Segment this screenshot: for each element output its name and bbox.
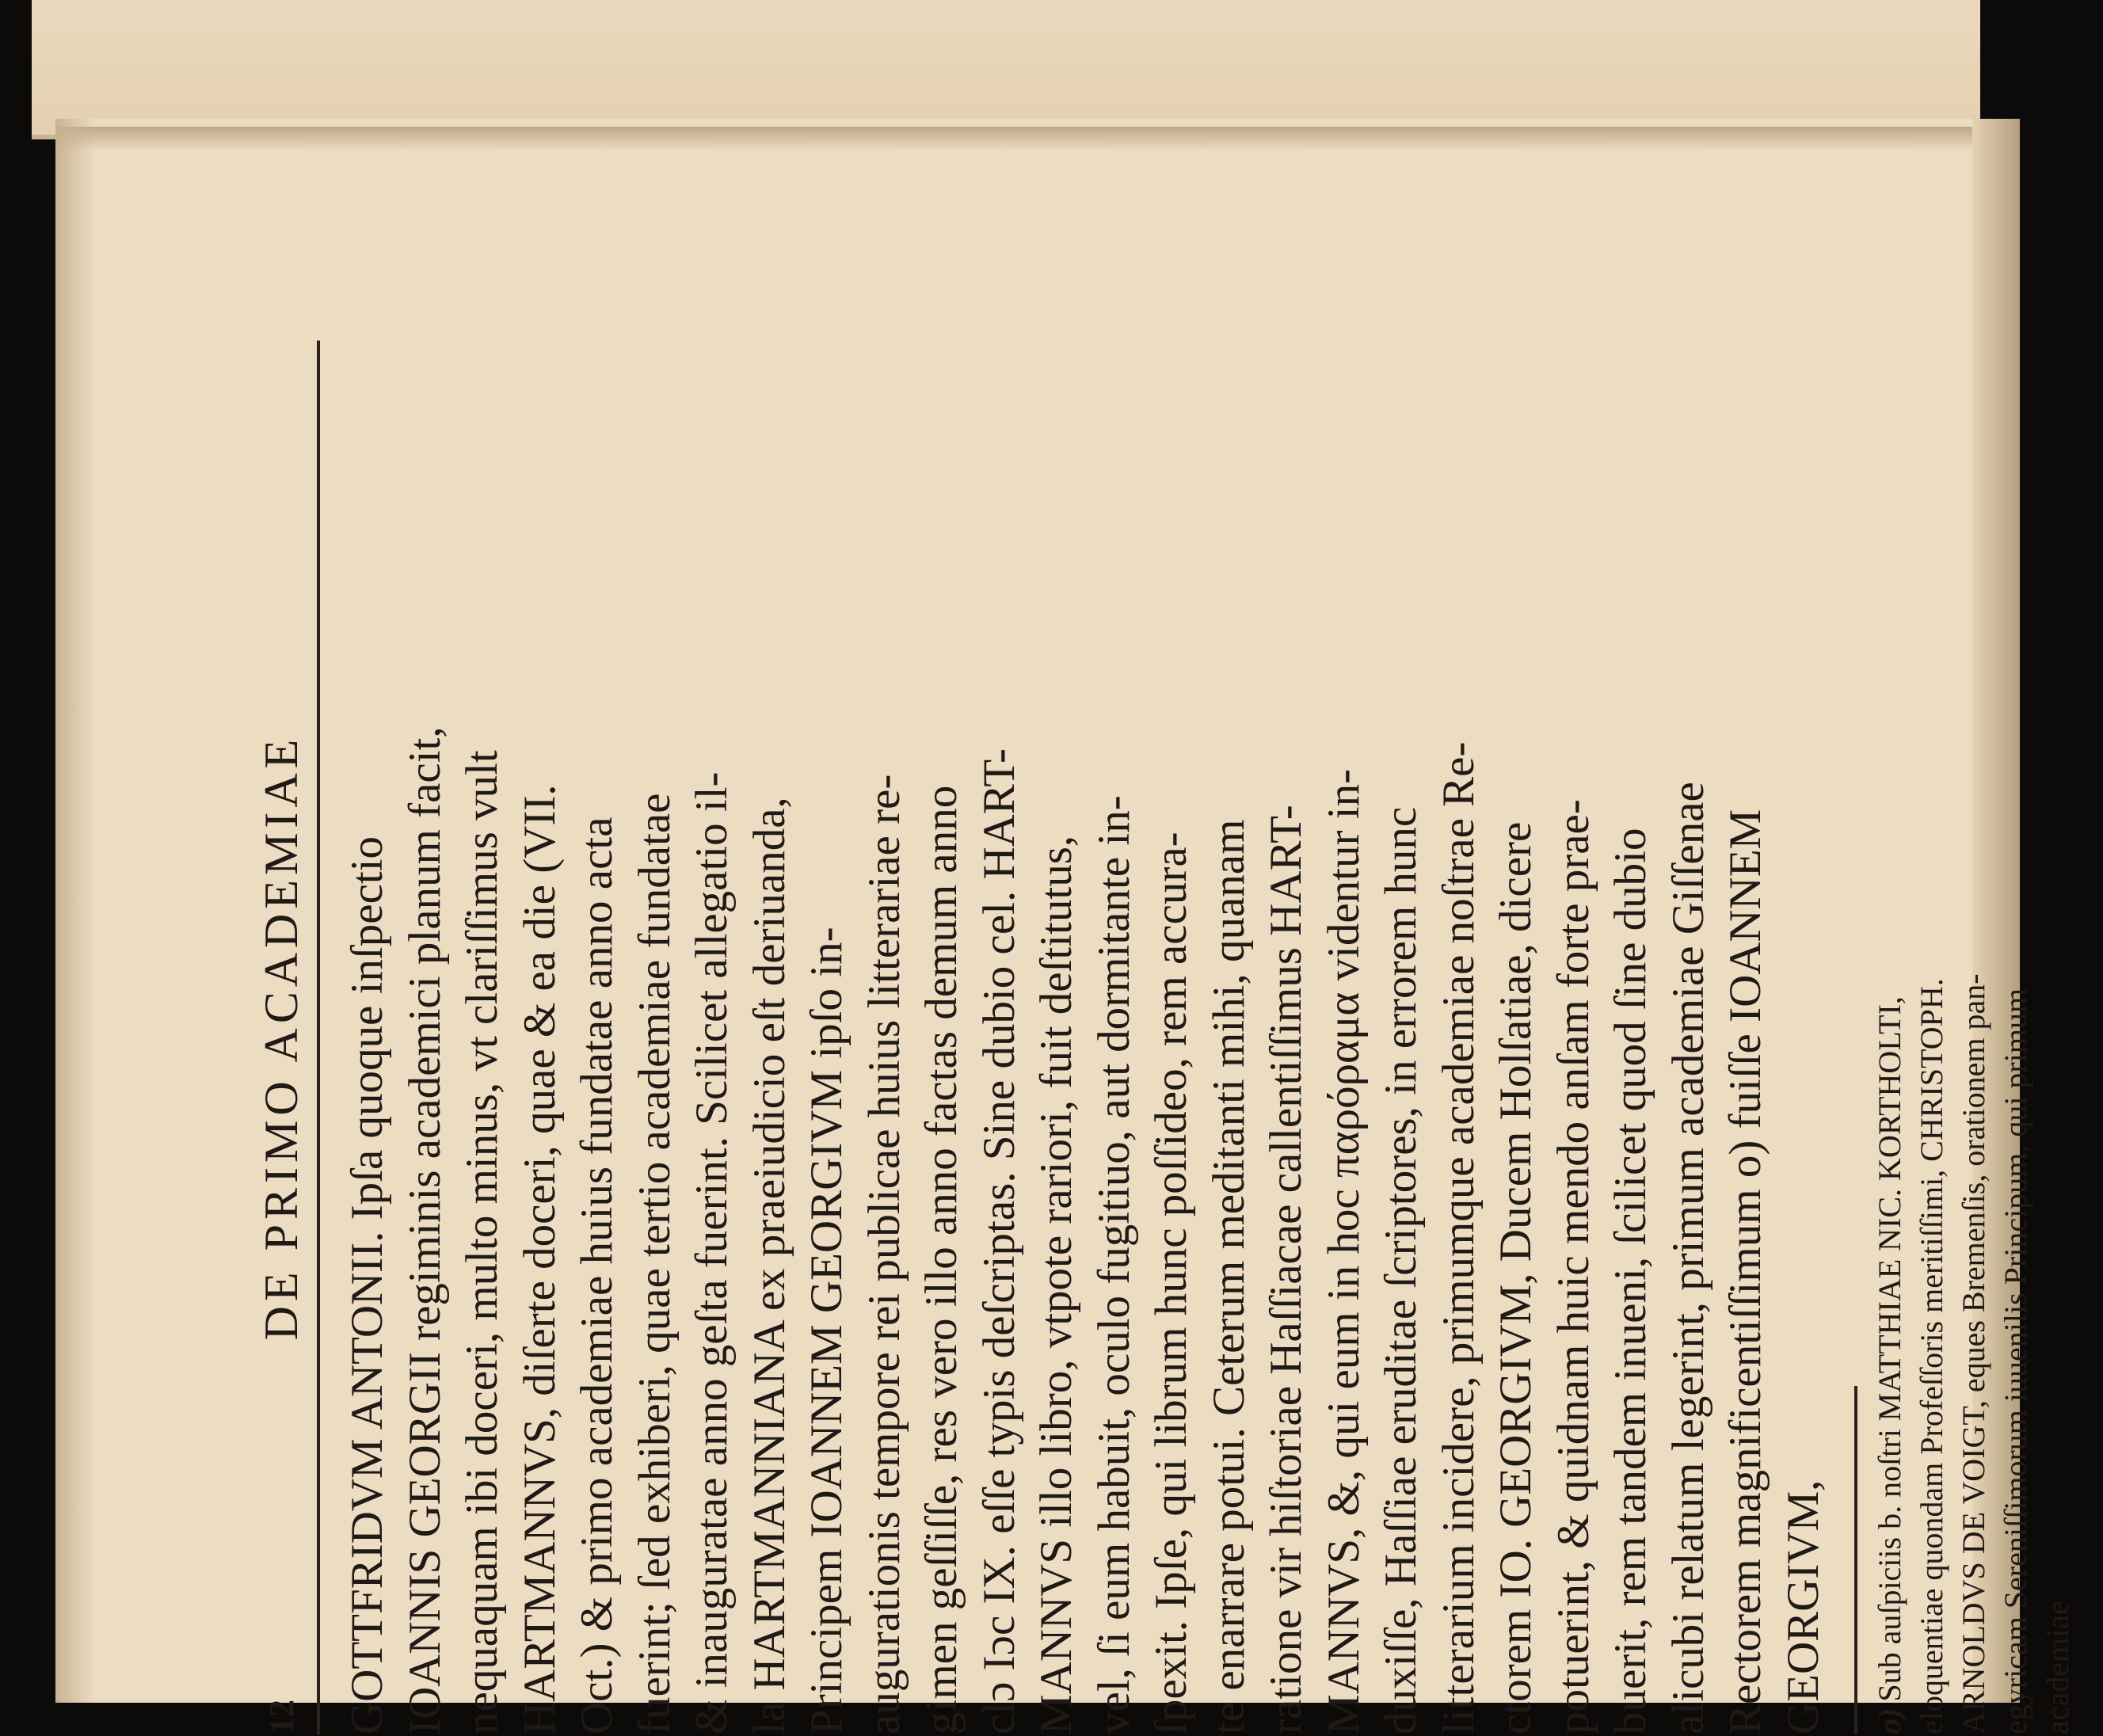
body-text: GOTTFRIDVM ANTONII. Ipſa quoque inſpectio IOANNIS GEORGII regiminis academici planum facit, nequaquam ibi doceri, multo minus, vt clariſſimus vult HARTMANNVS, diſerte doceri, quae & ea die (VII. Oct.) & primo academiae huius fundatae anno acta fuerint; ſed exhiberi, quae tertio academiae fundatae & inauguratae anno geſta fuerint. Scilicet allegatio il- la HARTMANNIANA ex praeiudicio eſt deriuanda, Principem IOANNEM GEORGIVM ipſo in- augurationis tempore rei publicae huius litterariae re- gimen geſſiſſe, res vero illo anno factas demum anno clɔ Iɔc IX. eſſe typis deſcriptas. Sine dubio cel. HART- MANNVS illo libro, vtpote rariori, fuit deſtitutus, vel, ſi eum habuit, oculo fugitiuo, aut dormitante in- ſpexit. Ipſe, qui librum hunc poſſideo, rem accura- te enarrare potui. Ceterum meditanti mihi, quanam ratione vir hiſtoriae Haſſiacae callentiſſimus HART- MANNVS, &, qui eum in hoc παρόραμα videntur in- duxiſſe, Haſſiae eruditae ſcriptores, in errorem hunc litterarium incidere, primumque academiae noſtrae Re- ctorem IO. GEORGIVM, Ducem Holſatiae, dicere potuerint, & quidnam huic mendo anſam forte prae- buerit, rem tandem inueni, ſcilicet quod ſine dubio alicubi relatum legerint, primum academiae Giſſenae Rectorem magnificentiſſimum o) fuiſſe IOANNEM GEORGIVM, bbox=[342, 726, 1828, 1734]
footnote-marker: o) bbox=[1872, 1707, 1907, 1734]
page-number: 12 bbox=[261, 1700, 301, 1734]
footnote-text: Sub auſpiciis b. noſtri MATTHIAE NIC. KORTHOLTI, eloquentiae quondam Profeſſoris meritiſſimi, CHRISTOPH. ARNOLDVS DE VOIGT, eques Bremenſis, orationem pan- egyricam Sereniſſimorum iuuenilis Principum, qui primum academiae bbox=[1872, 973, 2075, 1734]
footnote-rule bbox=[1854, 1386, 1857, 1734]
footnote bbox=[1869, 341, 2078, 1734]
rotated-page-content bbox=[246, 341, 2075, 1734]
running-head: DE PRIMO ACADEMIAE bbox=[254, 734, 307, 1341]
page-left-edge bbox=[55, 119, 95, 1703]
page-header bbox=[246, 341, 320, 1734]
spine-shadow bbox=[55, 127, 2004, 150]
